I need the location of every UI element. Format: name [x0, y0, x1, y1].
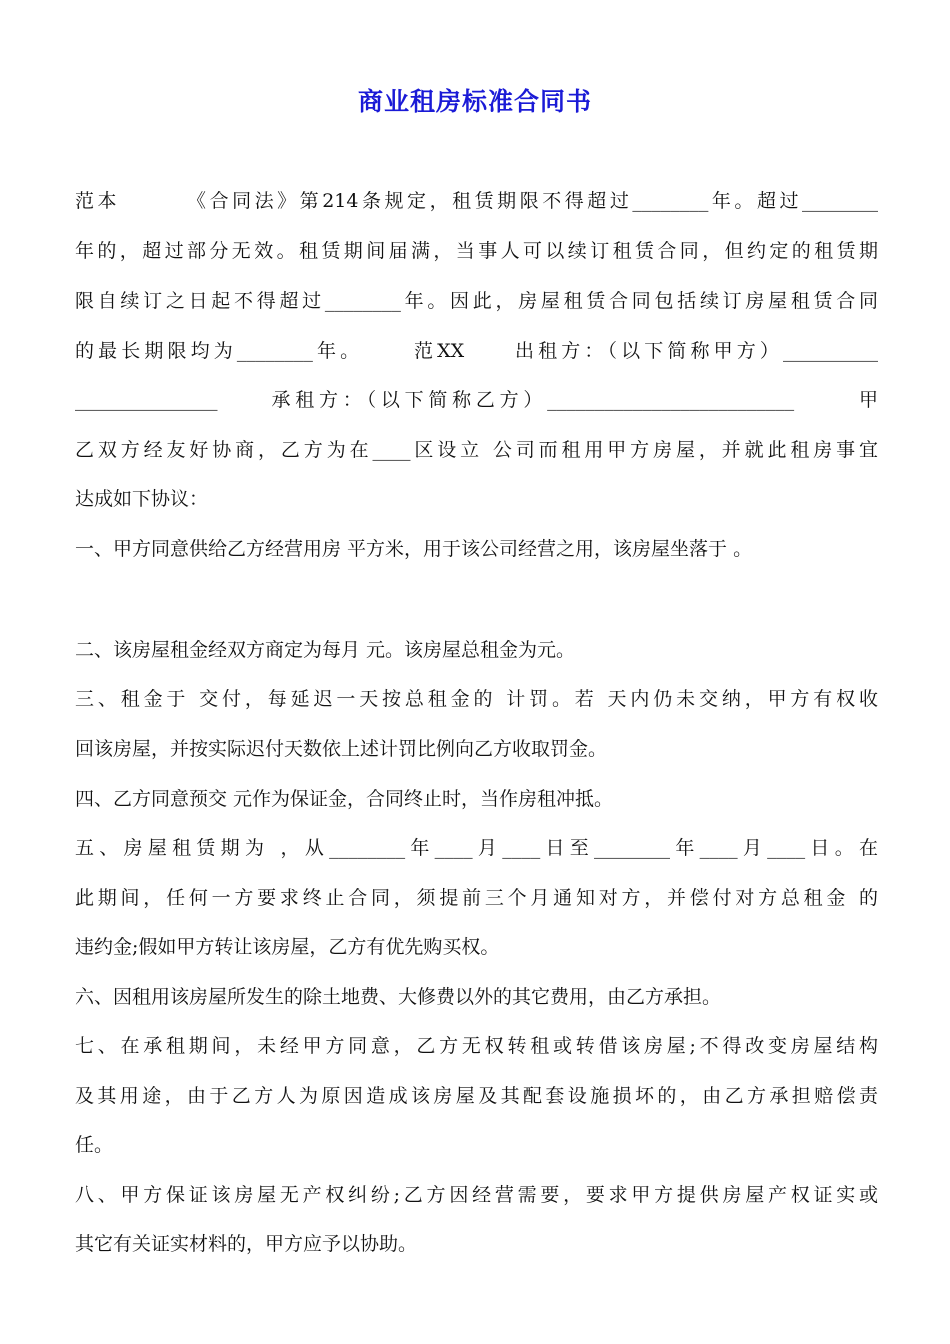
body-line: 乙双方经友好协商，乙方为在____区设立 公司而租用甲方房屋，并就此租房事宜 — [75, 439, 878, 461]
body-line: 年的，超过部分无效。租赁期间届满，当事人可以续订租赁合同，但约定的租赁期 — [75, 240, 878, 262]
body-line: 的最长期限均为________年。 范XX 出租方：（以下简称甲方）__________ — [75, 340, 878, 362]
body-line: 此期间，任何一方要求终止合同，须提前三个月通知对方，并偿付对方总租金 的 — [75, 887, 878, 909]
body-line: 五、房屋租赁期为 ，从________年____月____日至________年____月____日。在 — [75, 837, 878, 859]
body-line: 其它有关证实材料的，甲方应予以协助。 — [75, 1233, 418, 1255]
body-line: 达成如下协议： — [75, 488, 209, 510]
body-line: 七、在承租期间，未经甲方同意，乙方无权转租或转借该房屋;不得改变房屋结构 — [75, 1035, 878, 1057]
body-line: 任。 — [75, 1134, 114, 1156]
body-line: 四、乙方同意预交 元作为保证金，合同终止时，当作房租冲抵。 — [75, 788, 614, 810]
body-line: 六、因租用该房屋所发生的除土地费、大修费以外的其它费用，由乙方承担。 — [75, 986, 722, 1008]
body-line: 回该房屋，并按实际迟付天数依上述计罚比例向乙方收取罚金。 — [75, 738, 608, 760]
body-line: 一、甲方同意供给乙方经营用房 平方米，用于该公司经营之用，该房屋坐落于 。 — [75, 538, 753, 560]
body-line: 三、租金于 交付，每延迟一天按总租金的 计罚。若 天内仍未交纳，甲方有权收 — [75, 688, 878, 710]
document-title: 商业租房标准合同书 — [357, 87, 592, 116]
body-line: 限自续订之日起不得超过________年。因此，房屋租赁合同包括续订房屋租赁合同 — [75, 290, 878, 312]
body-line: 违约金;假如甲方转让该房屋，乙方有优先购买权。 — [75, 936, 500, 958]
body-line: 二、该房屋租金经双方商定为每月 元。该房屋总租金为元。 — [75, 639, 576, 661]
body-line: 范本 《合同法》第214条规定，租赁期限不得超过________年。超过________ — [75, 190, 878, 212]
body-line: 八、甲方保证该房屋无产权纠纷;乙方因经营需要，要求甲方提供房屋产权证实或 — [75, 1184, 878, 1206]
body-line: _______________ 承租方：（以下简称乙方）__________________________ 甲 — [75, 389, 878, 411]
body-line: 及其用途，由于乙方人为原因造成该房屋及其配套设施损坏的，由乙方承担赔偿责 — [75, 1085, 878, 1107]
